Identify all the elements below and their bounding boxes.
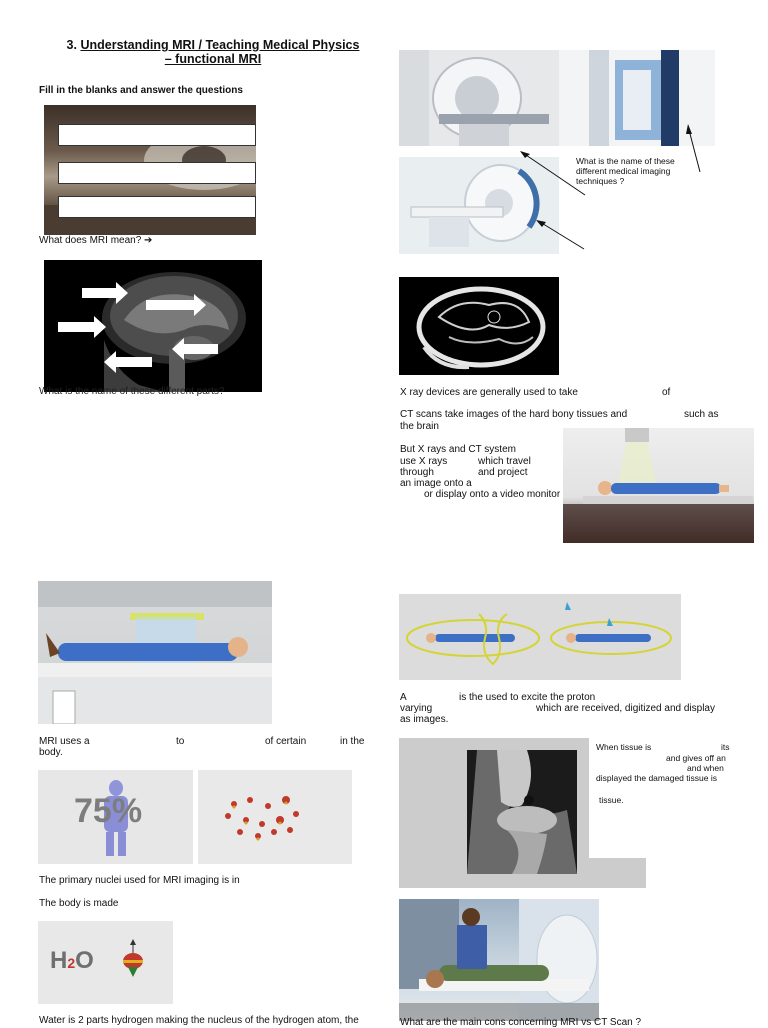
h2o-formula	[50, 947, 94, 975]
question-parts: What is the name of these different parts?	[39, 386, 225, 397]
cons-question: What are the main cons concerning MRI vs CT Scan ?	[400, 1017, 642, 1028]
proton-para-b2: which are received, digitized and display	[536, 703, 715, 714]
tissue-para-l5: tissue.	[599, 795, 624, 805]
xray-ct-para-l4: an image onto a	[400, 478, 472, 489]
ct-brain-scan	[399, 277, 559, 375]
mri-patient-drawing	[38, 581, 272, 724]
proton-para-c: as images.	[400, 714, 449, 725]
brain-mri-sagittal	[44, 260, 262, 392]
mri-clinic-photo	[399, 899, 599, 1021]
tissue-para-l3: and when	[687, 763, 724, 773]
xray-ct-para-l2b: which travel	[478, 456, 531, 467]
xray-ct-para-l2a: use X rays	[400, 456, 448, 467]
rf-pulse-illustration	[399, 594, 681, 680]
question-mri-meaning: What does MRI mean? ➔	[39, 235, 153, 246]
proton-para-b1: varying	[400, 703, 433, 714]
ct-line-c: the brain	[400, 421, 439, 432]
tissue-para-l1b: its	[721, 742, 730, 752]
question-imaging-techniques: What is the name of these different medical imaging techniques ?	[576, 156, 675, 186]
spinning-tops-illustration	[198, 770, 352, 864]
tissue-para-l4: displayed the damaged tissue is	[596, 773, 717, 783]
knee-mri-image	[399, 738, 646, 888]
primary-nuclei-line: The primary nuclei used for MRI imaging is in	[39, 875, 240, 886]
xray-patient-drawing	[563, 428, 754, 543]
mri-uses-e: body.	[39, 747, 63, 758]
knee-scan	[467, 750, 577, 874]
ct-line-b: such as	[684, 409, 719, 420]
mri-uses-a: MRI uses a	[39, 736, 90, 747]
body-made-line: The body is made	[39, 898, 119, 909]
ct-line-a: CT scans take images of the hard bony tissues and	[400, 409, 628, 420]
xray-ct-para-l1: But X rays and CT system	[400, 444, 516, 455]
title-line-1: Understanding MRI / Teaching Medical Physics	[80, 38, 360, 52]
ct-brain-illustration	[399, 277, 559, 375]
blank-answer-box-1[interactable]	[58, 124, 256, 146]
proton-para-a2: is the used to excite the proton	[459, 692, 596, 703]
mri-uses-d: in the	[340, 736, 365, 747]
xray-ct-para-l5: or display onto a video monitor	[424, 489, 561, 500]
xray-ct-para-l3a: through	[400, 467, 434, 478]
water-line: Water is 2 parts hydrogen making the nucleus of the hydrogen atom, the	[39, 1015, 359, 1026]
title-line-2: – functional MRI	[164, 52, 262, 66]
body-75-percent-graphic	[38, 770, 193, 864]
xray-line-a: X ray devices are generally used to take	[400, 387, 578, 398]
xray-ct-para-l3b: and project	[478, 467, 528, 478]
instructions: Fill in the blanks and answer the questions	[39, 85, 243, 96]
rf-pulse-drawing	[399, 594, 681, 680]
proton-spins-graphic	[198, 770, 352, 864]
blank-answer-box-3[interactable]	[58, 196, 256, 218]
brain-sagittal-illustration	[44, 260, 262, 392]
tissue-para-l2: and gives off an	[666, 753, 726, 763]
mri-uses-c: of certain	[265, 736, 307, 747]
tissue-para-l1a: When tissue is	[596, 742, 652, 752]
title-number: 3.	[66, 38, 77, 52]
knee-scan-drawing	[467, 750, 577, 874]
h2o-graphic	[38, 921, 173, 1004]
h2o-subscript: 2	[67, 955, 76, 971]
h2o-o: O	[75, 947, 94, 974]
xray-line-b: of	[662, 387, 671, 398]
proton-para-a1: A	[400, 692, 407, 703]
mri-clinic-drawing	[399, 899, 599, 1021]
blank-answer-box-2[interactable]	[58, 162, 256, 184]
percent-label: 75%	[74, 792, 143, 830]
h2o-h: H	[50, 947, 68, 974]
page-title	[58, 38, 368, 66]
mri-uses-b: to	[176, 736, 185, 747]
xray-patient-illustration	[563, 428, 754, 543]
spinning-top-icon	[120, 939, 146, 979]
mri-patient-illustration	[38, 581, 272, 724]
